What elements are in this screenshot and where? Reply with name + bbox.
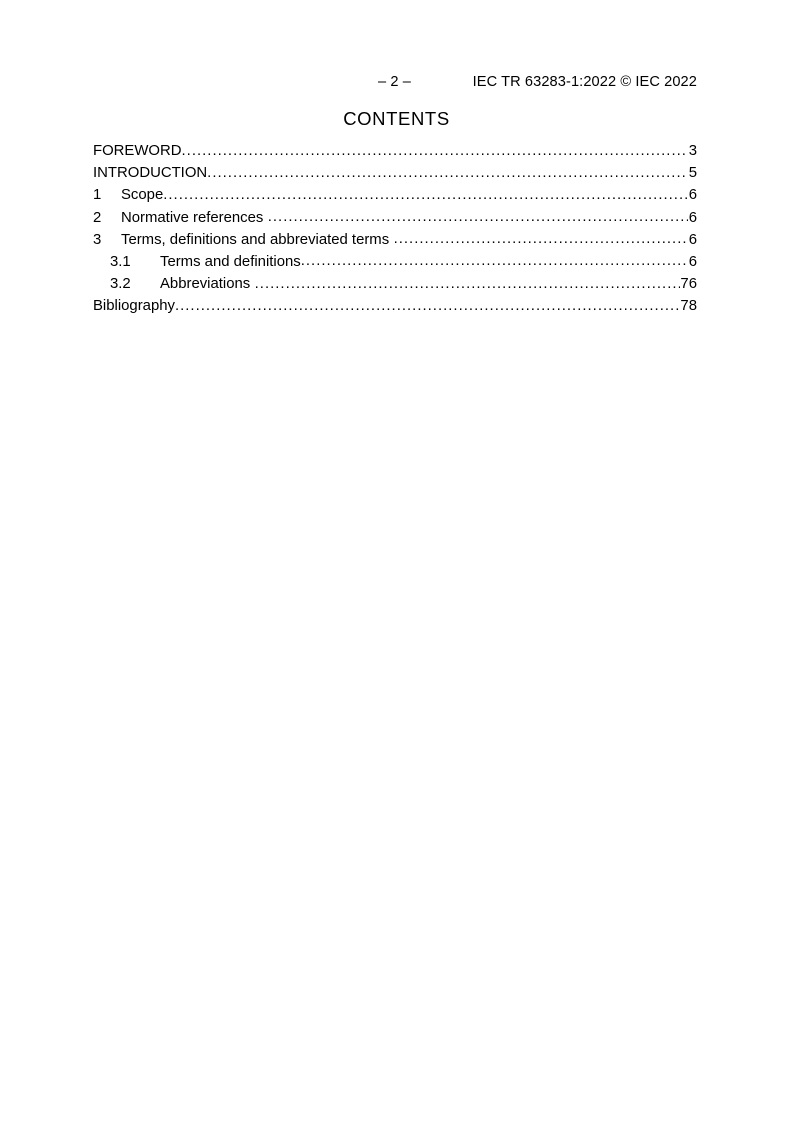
toc-entry-number: 1 — [93, 187, 102, 204]
toc-entry-label: FOREWORD — [93, 143, 182, 159]
toc-entry-page-number: 3 — [688, 143, 697, 159]
toc-entry-page-number: 6 — [688, 187, 697, 204]
toc-entry-label: Abbreviations — [160, 276, 251, 293]
toc-entry-label: Terms, definitions and abbreviated terms — [121, 231, 390, 248]
toc-entry[interactable] — [93, 165, 697, 187]
toc-dot-leader — [163, 188, 688, 203]
toc-dot-leader — [268, 210, 688, 225]
toc-dot-leader — [394, 232, 688, 247]
toc-dot-leader — [207, 166, 688, 181]
toc-entry-page-number: 6 — [688, 209, 697, 226]
toc-entry[interactable] — [93, 276, 697, 298]
page-header — [96, 74, 697, 92]
toc-entry-label: Bibliography — [93, 298, 175, 315]
toc-entry[interactable] — [93, 187, 697, 209]
toc-entry-number: 3.2 — [110, 276, 131, 293]
table-of-contents — [93, 143, 697, 321]
toc-entry-page-number: 5 — [688, 165, 697, 182]
toc-dot-leader — [301, 254, 688, 269]
header-standard-reference: IEC TR 63283-1:2022 © IEC 2022 — [472, 74, 697, 90]
page-title: CONTENTS — [343, 108, 450, 129]
toc-entry-label: INTRODUCTION — [93, 165, 208, 182]
toc-entry-label: Normative references — [121, 209, 264, 226]
toc-dot-leader — [175, 299, 680, 314]
toc-entry-number: 2 — [93, 209, 102, 226]
toc-entry-label: Terms and definitions — [160, 253, 301, 270]
toc-entry-label: Scope — [121, 187, 164, 204]
toc-entry[interactable] — [93, 298, 697, 320]
toc-entry-page-number: 78 — [680, 298, 697, 315]
header-page-marker: – 2 – — [378, 74, 411, 90]
toc-dot-leader — [182, 144, 688, 159]
toc-entry-page-number: 6 — [688, 253, 697, 270]
toc-entry[interactable] — [93, 232, 697, 254]
toc-entry-number: 3.1 — [110, 253, 131, 270]
toc-dot-leader — [255, 277, 681, 292]
toc-entry[interactable] — [93, 210, 697, 232]
toc-entry-page-number: 76 — [680, 276, 697, 293]
toc-entry-number: 3 — [93, 231, 102, 248]
toc-entry-page-number: 6 — [688, 231, 697, 248]
toc-entry[interactable] — [93, 254, 697, 276]
toc-entry[interactable] — [93, 143, 697, 165]
